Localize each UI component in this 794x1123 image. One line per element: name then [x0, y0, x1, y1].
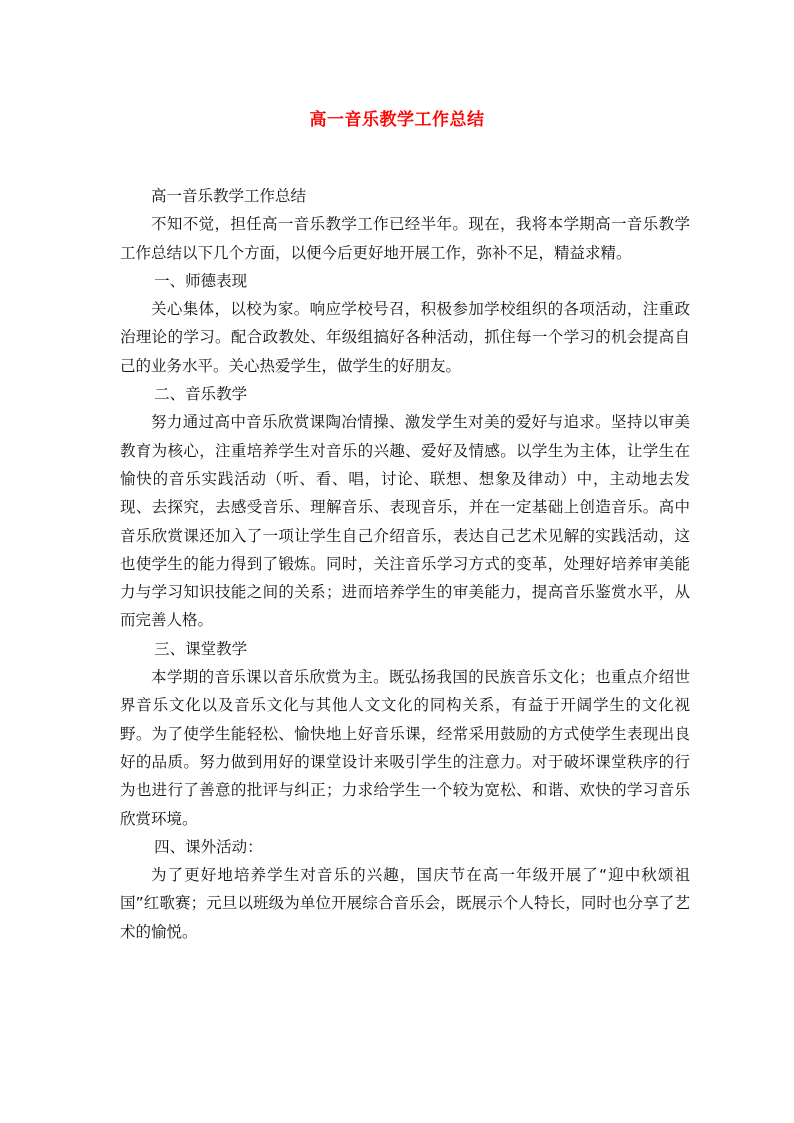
- paragraph-heading-repeat: 高一音乐教学工作总结: [151, 187, 307, 205]
- paragraph-activities: 为了更好地培养学生对音乐的兴趣，国庆节在高一年级开展了“迎中秋颂祖国”红歌赛；元旦以班级为单位开展综合音乐会，既展示个人特长，同时也分享了艺术的愉悦。: [120, 866, 690, 941]
- document-body: [120, 182, 690, 946]
- paragraph-music-teaching: 努力通过高中音乐欣赏课陶冶情操、激发学生对美的爱好与追求。坚持以审美教育为核心，注重培养学生对音乐的兴趣、爱好及情感。以学生为主体，让学生在愉快的音乐实践活动（听、看、唱，讨论、联想、想象及律动）中，主动地去发现、去探究，去感受音乐、理解音乐、表现音乐，并在一定基础上创造音乐。高中音乐欣赏课还加入了一项让学生自己介绍音乐，表达自己艺术见解的实践活动，这也使学生的能力得到了锻炼。同时，关注音乐学习方式的变革，处理好培养审美能力与学习知识技能之间的关系；进而培养学生的审美能力，提高音乐鉴赏水平，从而完善人格。: [120, 413, 690, 630]
- section-heading-music-teaching: 二、音乐教学: [154, 385, 248, 404]
- section-heading-activities: 四、课外活动：: [154, 837, 263, 856]
- paragraph-intro: 不知不觉，担任高一音乐教学工作已经半年。现在，我将本学期高一音乐教学工作总结以下几个方面，以便今后更好地开展工作，弥补不足，精益求精。: [120, 215, 690, 262]
- paragraph-classroom: 本学期的音乐课以音乐欣赏为主。既弘扬我国的民族音乐文化；也重点介绍世界音乐文化以及音乐文化与其他人文文化的同构关系，有益于开阔学生的文化视野。为了使学生能轻松、愉快地上好音乐课，经常采用鼓励的方式使学生表现出良好的品质。努力做到用好的课堂设计来吸引学生的注意力。对于破坏课堂秩序的行为也进行了善意的批评与纠正；力求给学生一个较为宽松、和谐、欢快的学习音乐欣赏环境。: [120, 668, 690, 828]
- section-heading-ethics: 一、师德表现: [154, 271, 248, 290]
- paragraph-ethics: 关心集体，以校为家。响应学校号召，积极参加学校组织的各项活动，注重政治理论的学习。配合政教处、年级组搞好各种活动，抓住每一个学习的机会提高自己的业务水平。关心热爱学生，做学生的好朋友。: [120, 300, 690, 375]
- section-heading-classroom: 三、课堂教学: [154, 639, 248, 658]
- document-title: 高一音乐教学工作总结: [309, 110, 485, 130]
